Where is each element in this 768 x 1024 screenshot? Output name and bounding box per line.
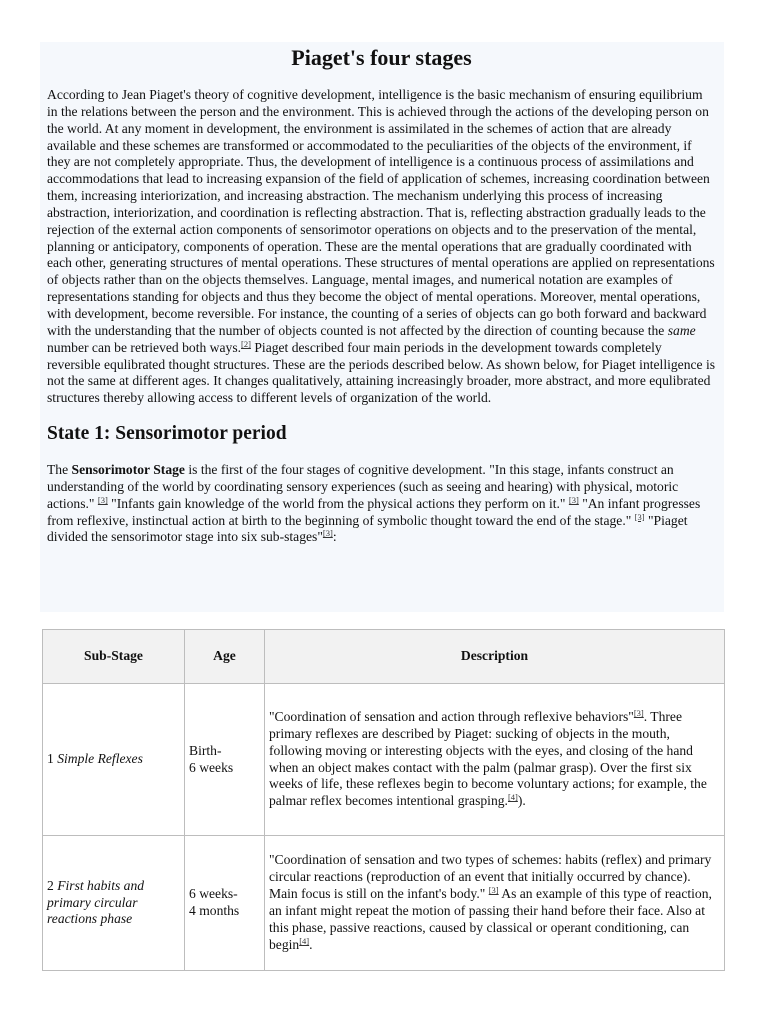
para-text: is the first of the four stages of cognitive development. "In this stage, infants construct an understanding of the world by coordinating sensory experiences (such as seeing and hearing) with physical, motoric actions." (47, 462, 679, 511)
substage-cell (43, 684, 185, 836)
age-cell (185, 684, 265, 836)
para-text: The (47, 462, 72, 478)
citation-link[interactable]: [4] (507, 792, 518, 803)
substage-cell (43, 836, 185, 971)
substage-name: First habits and primary circular reactions phase (47, 877, 145, 927)
para-text: : (332, 529, 337, 545)
description-cell (265, 836, 725, 971)
header-age: Age (185, 630, 265, 684)
para-text: "An infant progresses from reflexive, instinctual action at birth to the beginning of symbolic thought toward the end of the stage." (47, 495, 701, 528)
intro-emphasis: same (667, 322, 696, 338)
desc-text: "Coordination of sensation and action through reflexive behaviors" (269, 708, 634, 724)
substage-table (42, 629, 725, 971)
desc-text: . Three primary reflexes are described by Piaget: sucking of objects in the mouth, following moving or interesting objects with the eyes, and closing of the hand when an object makes contact with the palm (palmar grasp). Over the first six weeks of life, these reflexes begin to become voluntary actions; for example, the palmar reflex becomes intentional grasping. (269, 708, 707, 809)
header-substage: Sub-Stage (43, 630, 185, 684)
substage-number: 2 (47, 877, 58, 893)
table-row (43, 684, 725, 836)
table-row (43, 836, 725, 971)
description-cell (265, 684, 725, 836)
desc-text: ). (517, 793, 526, 809)
age-end: 4 months (189, 903, 240, 918)
page-title: Piaget's four stages (291, 45, 472, 70)
table-header-row (43, 630, 725, 684)
para-bold-term: Sensorimotor Stage (71, 462, 185, 478)
citation-link[interactable]: [2] (241, 338, 251, 349)
citation-link[interactable]: [3] (634, 511, 645, 522)
age-start: Birth- (189, 742, 222, 758)
desc-text: "Coordination of sensation and two types of schemes: habits (reflex) and primary circular reactions (reproduction of an event that initially occurred by chance). Main focus is still on the infant's body." (269, 852, 712, 902)
intro-text-1: According to Jean Piaget's theory of cognitive development, intelligence is the basic mechanism of ensuring equilibrium in the relations between the person and the environment. This is achieved through the actions of the developing person on the world. At any moment in development, the environment is assimilated in the schemes of action that are already available and these schemes are transformed or accommodated to the peculiarities of the objects of the environment, if they are not completely appropriate. Thus, the development of intelligence is a continuous process of assimilations and accommodations that lead to increasing expansion of the field of application of schemes, increasing coordination between them, increasing interiorization, and increasing abstraction. The mechanism underlying this process of increasing abstraction, interiorization, and coordination is reflecting abstraction. That is, reflecting abstraction gradually leads to the rejection of the external action components of sensorimotor operations on objects and to the preservation of the mental, planning or anticipatory, components of operation. These are the mental operations that are gradually coordinated with each other, generating structures of mental operations. These structures of mental operations are applied on representations of objects rather than on the objects themselves. Language, mental images, and numerical notation are examples of representations standing for objects and thus they become the object of mental operations. Moreover, mental operations, with development, become reversible. For instance, the counting of a series of objects can go both forward and backward with the understanding that the number of objects counted is not affected by the direction of counting because the (47, 87, 715, 338)
substage-number: 1 (47, 751, 58, 767)
age-end: 6 weeks (189, 759, 234, 775)
sensorimotor-paragraph (47, 462, 716, 546)
section-heading: State 1: Sensorimotor period (47, 423, 287, 445)
substage-name: Simple Reflexes (57, 751, 143, 767)
para-text: "Infants gain knowledge of the world from the physical actions they perform on it." (107, 495, 569, 511)
intro-text-2: number can be retrieved both ways. (47, 339, 242, 355)
citation-link[interactable]: [3] (322, 528, 333, 539)
header-description: Description (265, 630, 725, 684)
citation-link[interactable]: [3] (568, 494, 579, 505)
citation-link[interactable]: [3] (488, 885, 499, 896)
desc-text: As an example of this type of reaction, an infant might repeat the motion of passing their hand before their face. Also at this phase, passive reactions, caused by classical or operant conditioning, can begin (269, 886, 712, 952)
intro-text-3: Piaget described four main periods in the development towards completely reversible equlibrated thought structures. These are the periods described below. As shown below, for Piaget intelligence is not the same at different ages. It changes qualitatively, attaining increasingly broader, more abstract, and more equlibrated structures thereby allowing access to different levels of organization of the world. (47, 339, 716, 406)
para-text: "Piaget divided the sensorimotor stage into six sub-stages" (47, 512, 688, 545)
citation-link[interactable]: [4] (299, 935, 310, 946)
desc-text: . (309, 936, 313, 952)
age-start: 6 weeks- (189, 886, 238, 902)
age-cell (185, 836, 265, 971)
intro-paragraph (47, 87, 716, 407)
article-panel (40, 42, 724, 612)
citation-link[interactable]: [3] (633, 707, 644, 718)
citation-link[interactable]: [3] (97, 494, 108, 505)
